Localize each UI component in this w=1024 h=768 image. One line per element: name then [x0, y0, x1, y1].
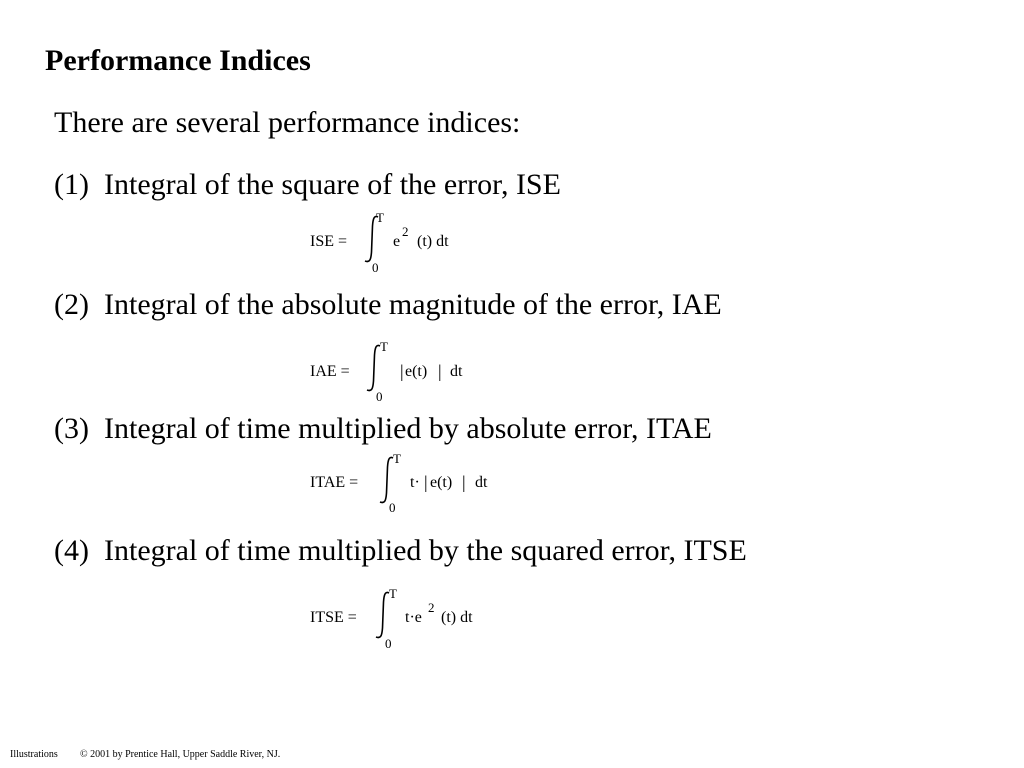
time-error-factor: t·e [405, 609, 422, 626]
item-number: (4) [54, 534, 89, 567]
formula-lhs: ISE = [310, 233, 348, 250]
item-text: Integral of the square of the error, ISE [104, 168, 561, 201]
abs-open: | [424, 472, 428, 492]
formula-body: e(t) [430, 474, 453, 491]
footer-copyright: © 2001 by Prentice Hall, Upper Saddle River, NJ. [80, 749, 281, 760]
item-text: Integral of time multiplied by absolute error, ITAE [104, 412, 712, 445]
upper-limit: T [389, 586, 397, 601]
exponent: 2 [402, 224, 409, 239]
formula-lhs: ITSE = [310, 609, 357, 626]
abs-close: | [438, 361, 442, 381]
list-item [54, 164, 561, 206]
upper-limit: T [393, 451, 401, 466]
formula-body: e(t) [405, 363, 428, 380]
exponent: 2 [428, 600, 435, 615]
formula-lhs: IAE = [310, 363, 350, 380]
item-number: (1) [54, 168, 89, 201]
formula-rest: (t) dt [417, 233, 449, 250]
list-item [54, 408, 712, 450]
abs-close: | [462, 472, 466, 492]
slide-title: Performance Indices [45, 44, 311, 77]
lower-limit: 0 [385, 636, 392, 651]
formula-rest: dt [475, 474, 488, 491]
lower-limit: 0 [389, 500, 396, 515]
time-factor: t· [410, 474, 420, 491]
upper-limit: T [376, 210, 384, 225]
formula-rest: dt [450, 363, 463, 380]
formula-rest: (t) dt [441, 609, 473, 626]
upper-limit: T [380, 339, 388, 354]
lower-limit: 0 [376, 389, 383, 404]
item-text: Integral of the absolute magnitude of the error, IAE [104, 288, 722, 321]
error-symbol: e [393, 233, 401, 250]
item-number: (2) [54, 288, 89, 321]
intro-text: There are several performance indices: [54, 106, 521, 139]
item-number: (3) [54, 412, 89, 445]
abs-open: | [400, 361, 404, 381]
formula-lhs: ITAE = [310, 474, 359, 491]
list-item [54, 530, 747, 572]
item-text: Integral of time multiplied by the squared error, ITSE [104, 534, 747, 567]
lower-limit: 0 [372, 260, 379, 275]
list-item [54, 284, 722, 326]
footer-left: Illustrations [10, 749, 58, 760]
